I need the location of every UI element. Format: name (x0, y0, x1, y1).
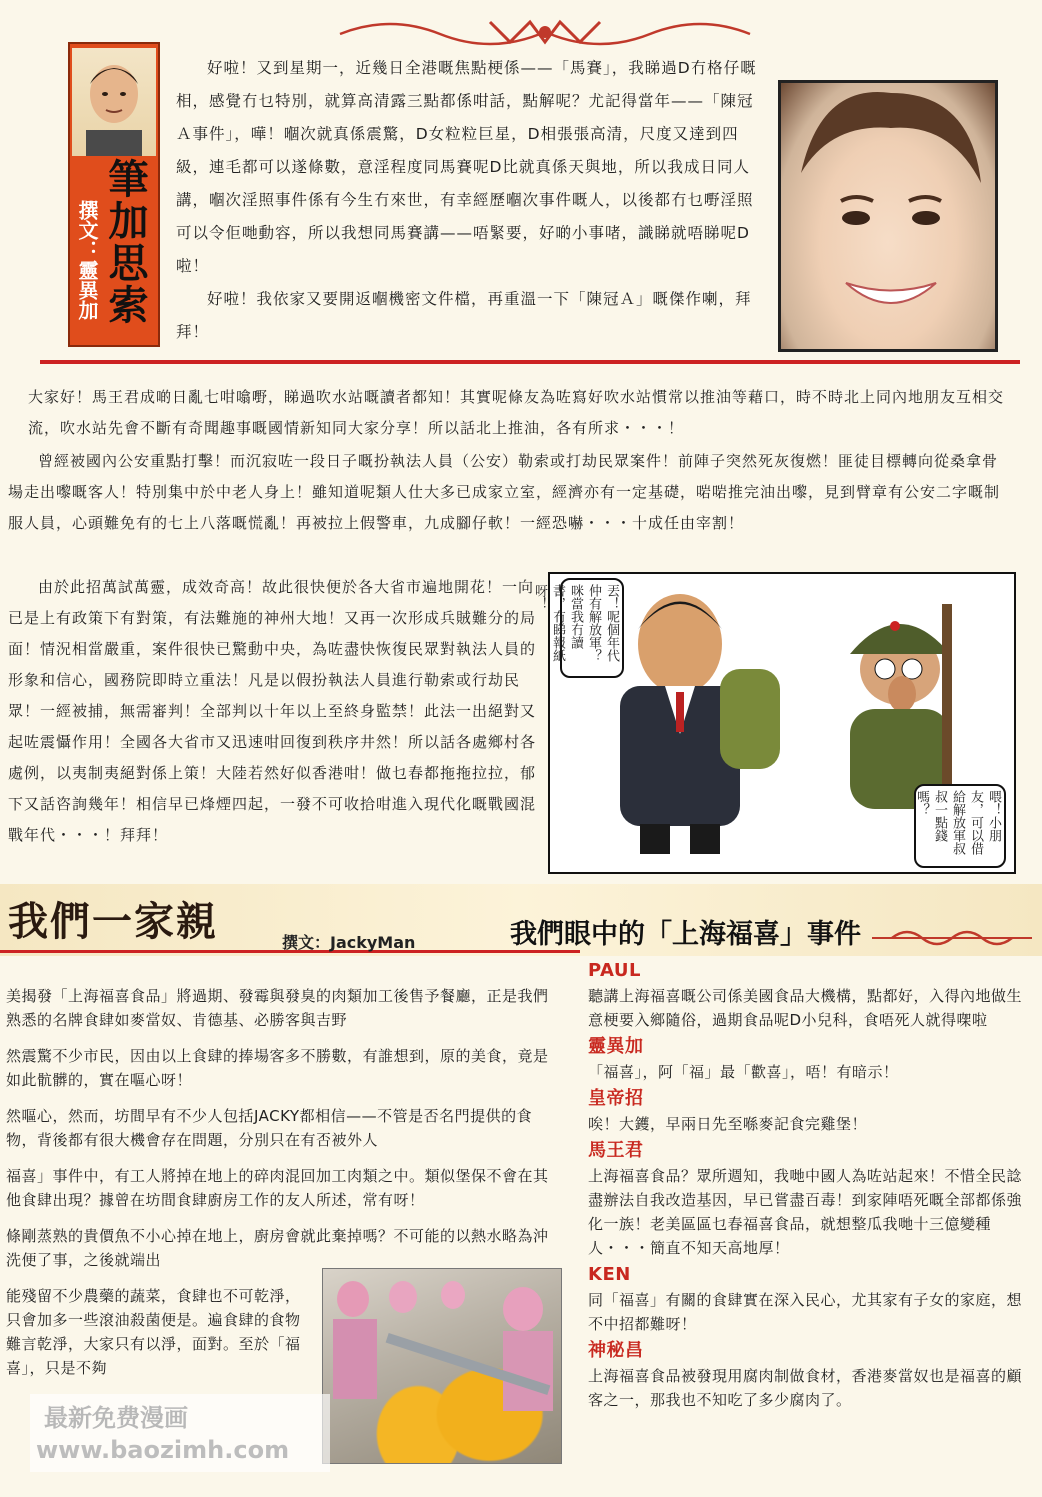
editorial-paragraph: 然嘔心，然而，坊間早有不少人包括JACKY都相信——不管是否名門提供的食物，背後都有很大機會存在問題，分別只在有否被外人 (6, 1107, 533, 1149)
comment-entry (588, 1338, 1028, 1412)
commenter-name: PAUL (588, 960, 642, 981)
speech-bubble-left: 丟！呢個年代仲有解放軍？咪當我冇讀書，冇睇報紙呀！ (560, 578, 624, 678)
commenter-name: KEN (588, 1264, 631, 1285)
watermark-text: 最新免费漫画 (44, 1404, 188, 1432)
comment-text: 上海福喜食品被發現用腐肉制做食材，香港麥當奴也是福喜的顧客之一，那我也不知吃了多少腐肉了。 (588, 1367, 1023, 1409)
event-title: 我們眼中的「上海福喜」事件 (510, 919, 861, 950)
speech-bubble-right: 喂！小朋友，可以借給解放軍叔叔一點錢嗎？ (914, 784, 1006, 868)
banner-ornament (872, 926, 1032, 950)
commenter-name: 皇帝招 (588, 1088, 644, 1109)
article-paragraph: 曾經被國內公安重點打擊！而沉寂咗一段日子嘅扮執法人員（公安）勒索或打劫民眾案件！前陣子突然死灰復燃！匪徒目標轉向從桑拿骨場走出嚟嘅客人！特別集中於中老人身上！雖知道呢類人仕大多已成家立室，經濟亦有一定基礎，啱啱推完油出嚟，見到臂章有公安二字嘅制服人員，心頭難免有的七上八落嘅慌亂！再被拉上假警車，九成腳仔軟！一經恐嚇・・・十成任由宰割！ (8, 452, 1001, 532)
author-portrait (72, 48, 156, 156)
column-title: 筆加思索 (102, 158, 149, 326)
article-paragraph: 由於此招萬試萬靈，成效奇高！故此很快便於各大省市遍地開花！一向已是上有政策下有對策，有法難施的神州大地！又再一次形成兵賊難分的局面！情況相當嚴重，案件很快已驚動中央，為咗盡快恢復民眾對執法人員的形象和信心，國務院即時立重法！凡是以假扮執法人員進行勒索或行劫民眾！一經被捕，無需審判！全部判以十年以上至終身監禁！此法一出絕對又起咗震懾作用！全國各大省市又迅速咁回復到秩序井然！所以話各處鄉村各處例，以夷制夷絕對係上策！大陸若然好似香港咁！做乜春都拖拖拉拉，郁下又話咨詢幾年！相信早已烽煙四起，一發不可收拾咁進入現代化嘅戰國混戰年代・・・！拜拜！ (8, 578, 537, 844)
commenter-name: 馬王君 (588, 1140, 644, 1161)
commenter-name: 靈異加 (588, 1036, 644, 1057)
column-paragraph: 好啦！又到星期一，近幾日全港嘅焦點梗係——「馬賽」，我睇過D冇格仔嘅相，感覺冇乜特別，就算高清露三點都係咁話，點解呢？尤記得當年——「陳冠Ａ事件」，嘩！嗰次就真係震驚，D女粒粒巨星，D相張張高清，尺度又達到四級，連毛都可以遂條數，意淫程度同馬賽呢D比就真係天與地，所以我成日同人講，嗰次淫照事件係有今生冇來世，有幸經歷嗰次事件嘅人，以後都冇乜嘢淫照可以令佢哋動容，所以我想同馬賽講——唔緊要，好啲小事啫，識睇就唔睇呢D啦！ (176, 59, 757, 275)
top-ornament (330, 12, 760, 52)
editorial-paragraph: 福喜」事件中，有工人將掉在地上的碎肉混回加工肉類之中。類似堡保不會在其他食肆出現？據曾在坊間食肆廚房工作的友人所述，常有呀！ (6, 1167, 549, 1209)
editorial-paragraph: 能殘留不少農藥的蔬菜，食肆也不可乾淨，只會加多一些滾油殺菌便是。遍食肆的食物難言乾淨，大家只有以淨，面對。至於「福喜」，只是不夠 (6, 1287, 301, 1377)
watermark-url: www.baozimh.com (36, 1436, 290, 1464)
editorial-paragraph: 美揭發「上海福喜食品」將過期、發霉與發臭的肉類加工後售予餐廳，正是我們熟悉的名牌食肆如麥當奴、肯德基、必勝客與吉野 (6, 987, 549, 1029)
comment-text: 唉！大鑊，早兩日先至喺麥記食完雞堡！ (588, 1115, 868, 1133)
comment-entry (588, 1034, 1028, 1084)
comment-text: 同「福喜」有關的食肆實在深入民心，尤其家有子女的家庭，想不中招都難呀！ (588, 1291, 1023, 1333)
comments-column (588, 956, 1028, 1412)
commenter-name: 神秘昌 (588, 1340, 644, 1361)
editorial-paragraph: 然震驚不少市民，因由以上食肆的捧場客多不勝數，有誰想到，原的美食，竟是如此骯髒的，實在嘔心呀！ (6, 1047, 549, 1089)
comment-entry (588, 958, 1028, 1032)
section-author: 撰文：JackyMan (282, 933, 416, 952)
comment-entry (588, 1086, 1028, 1136)
comment-text: 「福喜」，阿「福」最「歡喜」，唔！有暗示！ (588, 1063, 899, 1081)
comic-illustration (532, 572, 1016, 874)
column-paragraph: 好啦！我依家又要開返嗰機密文件檔，再重溫一下「陳冠Ａ」嘅傑作喇，拜拜！ (176, 290, 752, 341)
section-title: 我們一家親 (8, 898, 218, 945)
section-divider (40, 360, 1020, 364)
article-paragraph: 大家好！馬王君成啲日亂七咁噏嘢，睇過吹水站嘅讀者都知！其實呢條友為咗寫好吹水站慣常以推油等藉口，時不時北上同內地朋友互相交流，吹水站先會不斷有奇聞趣事嘅國情新知同大家分享！所以話北上推油，各有所求・・・！ (28, 388, 1005, 437)
comment-entry (588, 1138, 1028, 1260)
column-body (176, 52, 768, 349)
editorial-paragraph: 條剛蒸熟的貴價魚不小心掉在地上，廚房會就此棄掉嗎？不可能的以熱水略為沖洗便了事，之後就端出 (6, 1227, 549, 1269)
factory-photo (322, 1268, 562, 1464)
comment-text: 聽講上海福喜嘅公司係美國食品大機構，點都好，入得內地做生意梗要入鄉隨俗，過期食品呢D小兒科，食唔死人就得㗎啦 (588, 987, 1023, 1029)
comment-entry (588, 1262, 1028, 1336)
celebrity-photo (778, 80, 998, 352)
column-author: 撰文：靈異加 (75, 200, 99, 320)
comment-text: 上海福喜食品？眾所週知，我哋中國人為咗站起來！不惜全民諗盡辦法自我改造基因，早已嘗盡百毒！到家陣唔死嘅全部都係強化一族！老美區區乜春福喜食品，就想整瓜我哋十三億變種人・・・簡直不知天高地厚！ (588, 1167, 1023, 1257)
